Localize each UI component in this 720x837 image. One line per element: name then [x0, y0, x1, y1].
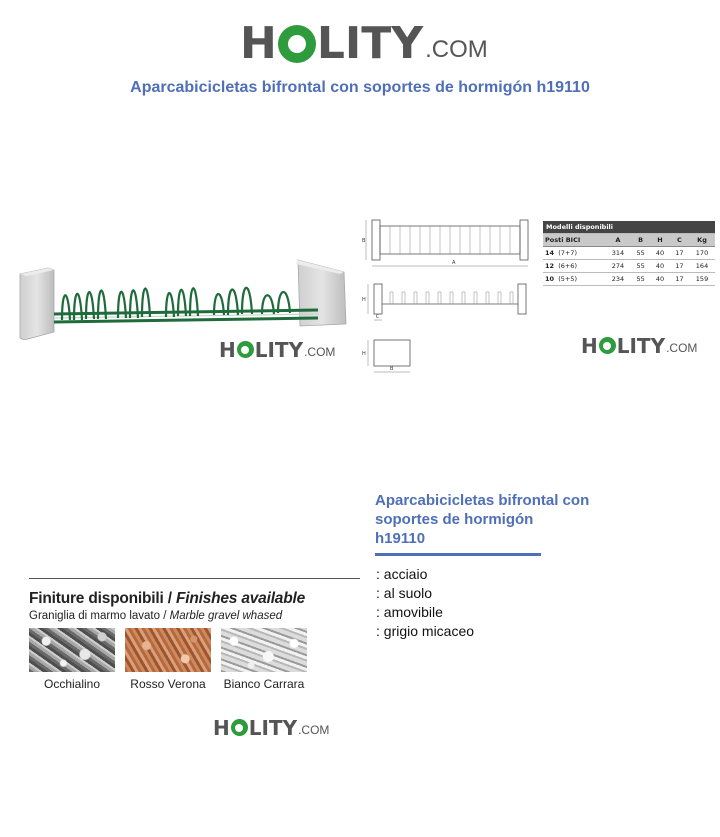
drawing-end-block	[374, 340, 410, 366]
cell-h: 40	[650, 247, 669, 260]
holity-logo-main[interactable]	[240, 18, 488, 69]
drawing-top-block-right	[520, 220, 528, 260]
logo-o-icon	[599, 337, 616, 354]
swatch-label: Occhialino	[43, 677, 101, 691]
feature-mobility: : amovibile	[376, 604, 443, 620]
logo-domain: .COM	[304, 345, 336, 359]
logo-letters: LITY	[248, 716, 298, 740]
finishes-panel	[29, 578, 360, 691]
cell-b: 55	[631, 273, 650, 286]
dim-label-b-top: B	[362, 238, 366, 244]
cell-posti: 14 (7+7)	[543, 247, 605, 260]
dim-label-b-end: B	[390, 366, 394, 372]
logo-letter-h: H	[240, 18, 277, 69]
finish-swatches	[29, 628, 360, 691]
drawing-side-block-left	[374, 284, 382, 314]
holity-logo-table[interactable]	[581, 336, 697, 356]
logo-o-icon	[237, 341, 254, 358]
swatch-label: Rosso Verona	[130, 677, 206, 691]
header-b: B	[631, 234, 650, 247]
swatch-occhialino[interactable]	[29, 628, 115, 691]
dim-label-a: A	[452, 260, 456, 266]
product-image	[18, 258, 350, 340]
header-kg: Kg	[689, 234, 715, 247]
swatch-tile	[29, 628, 115, 672]
cell-a: 314	[605, 247, 631, 260]
detail-title-line: Aparcabicicletas bifrontal con	[375, 492, 590, 509]
cell-kg: 164	[689, 260, 715, 273]
cell-kg: 159	[689, 273, 715, 286]
feature-material: : acciaio	[376, 566, 428, 582]
finishes-subtitle: Graniglia di marmo lavato / Marble gravel whased	[29, 610, 283, 622]
models-table-caption: Modelli disponibili	[543, 221, 715, 234]
header-h: H	[650, 234, 669, 247]
header-c: C	[670, 234, 689, 247]
cell-a: 234	[605, 273, 631, 286]
finishes-divider	[29, 578, 360, 579]
page-title: Aparcabicicletas bifrontal con soportes de hormigón h19110	[130, 79, 590, 96]
logo-letter-h: H	[213, 716, 230, 740]
feature-color: : grigio micaceo	[376, 623, 475, 639]
table-row	[543, 273, 715, 286]
logo-letters: LITY	[616, 334, 666, 358]
product-detail-title	[375, 491, 635, 548]
cell-b: 55	[631, 260, 650, 273]
feature-list	[376, 565, 474, 641]
holity-logo-product[interactable]	[219, 340, 335, 360]
header-posti: Posti BICI	[543, 234, 605, 247]
cell-b: 55	[631, 247, 650, 260]
logo-domain: .COM	[666, 341, 698, 355]
swatch-label: Bianco Carrara	[223, 677, 305, 691]
concrete-block-left	[20, 268, 54, 340]
drawing-top-block-left	[372, 220, 380, 260]
detail-title-line: soportes de hormigón	[375, 511, 534, 528]
cell-c: 17	[670, 260, 689, 273]
cell-c: 17	[670, 273, 689, 286]
swatch-tile	[125, 628, 211, 672]
holity-logo-finishes[interactable]	[213, 718, 329, 738]
dim-label-c: C	[376, 314, 380, 320]
logo-domain: .COM	[298, 723, 330, 737]
table-row	[543, 247, 715, 260]
swatch-rosso-verona[interactable]	[125, 628, 211, 691]
header-a: A	[605, 234, 631, 247]
cell-c: 17	[670, 247, 689, 260]
logo-letters: LITY	[316, 18, 424, 69]
swatch-tile	[221, 628, 307, 672]
cell-posti: 10 (5+5)	[543, 273, 605, 286]
models-table-header	[543, 234, 715, 247]
technical-drawings	[360, 212, 540, 382]
cell-posti: 12 (6+6)	[543, 260, 605, 273]
cell-a: 274	[605, 260, 631, 273]
title-underline	[375, 553, 541, 556]
detail-title-code: h19110	[375, 530, 426, 547]
drawing-side-block-right	[518, 284, 526, 314]
swatch-bianco-carrara[interactable]	[221, 628, 307, 691]
models-table	[543, 221, 715, 286]
dim-label-h-side: H	[362, 297, 366, 303]
cell-h: 40	[650, 273, 669, 286]
logo-letter-h: H	[581, 334, 598, 358]
finishes-title: Finiture disponibili / Finishes available	[29, 590, 306, 607]
cell-h: 40	[650, 260, 669, 273]
logo-letter-h: H	[219, 338, 236, 362]
dim-label-h-end: H	[362, 351, 366, 357]
cell-kg: 170	[689, 247, 715, 260]
logo-domain: .COM	[425, 36, 488, 63]
logo-letters: LITY	[254, 338, 304, 362]
logo-o-icon	[231, 719, 248, 736]
logo-o-icon	[278, 25, 316, 63]
feature-installation: : al suolo	[376, 585, 433, 601]
table-row	[543, 260, 715, 273]
